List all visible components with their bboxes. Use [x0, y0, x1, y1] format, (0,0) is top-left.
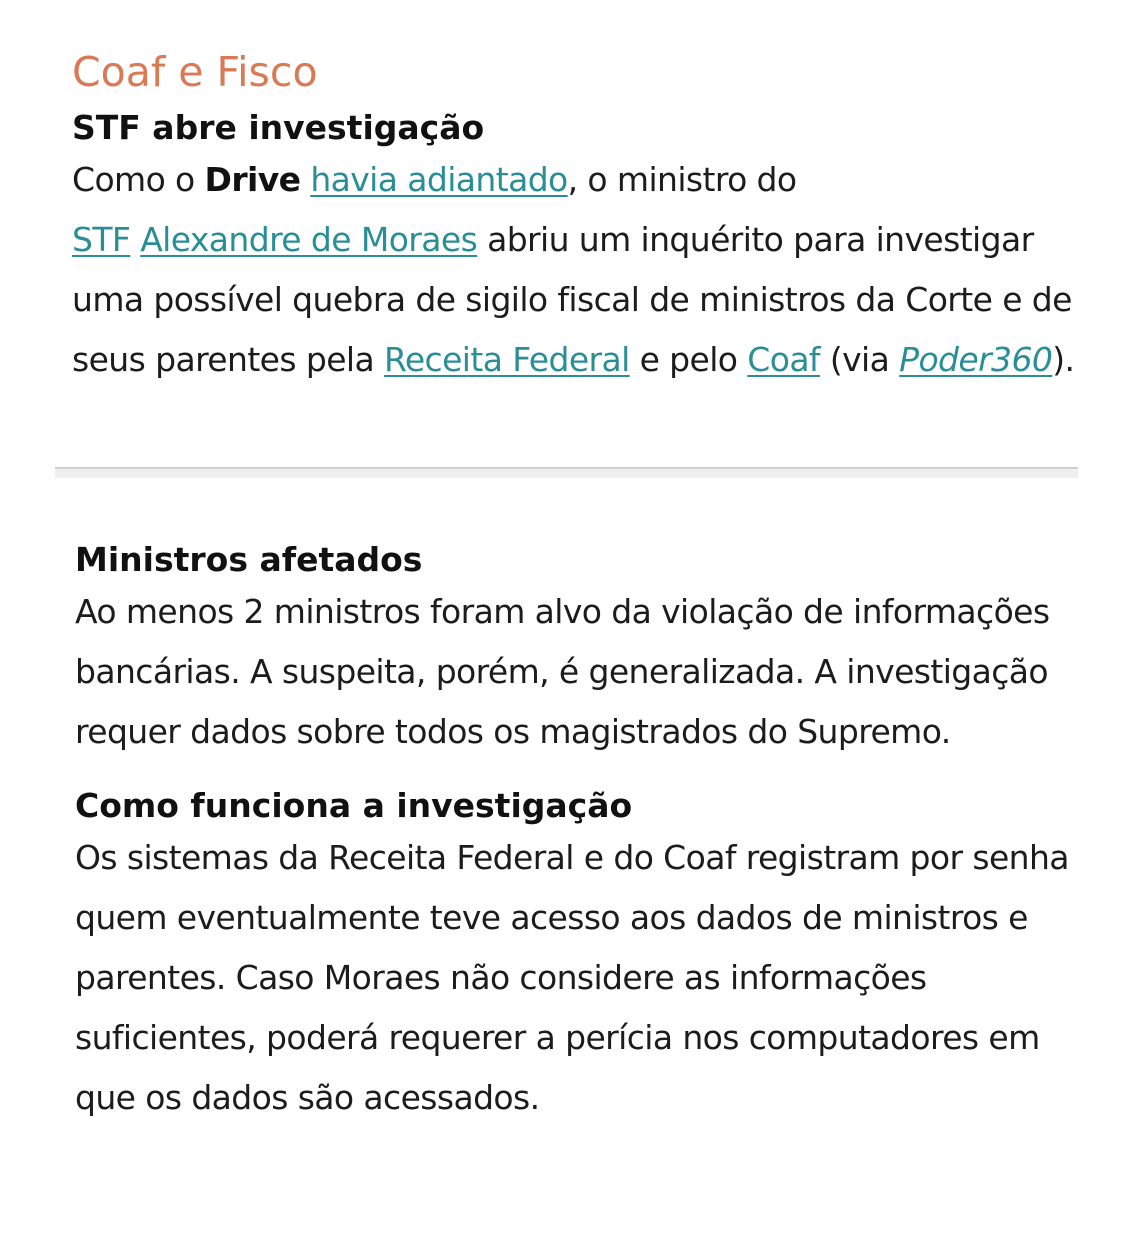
- story-text-1: Como o: [72, 160, 205, 199]
- section-label: Coaf e Fisco: [72, 48, 318, 96]
- story-paragraph: [72, 150, 1082, 390]
- lead-story: [72, 46, 1082, 390]
- section-gap: [75, 762, 1085, 784]
- divider: [55, 467, 1078, 478]
- story-text-2: , o ministro do: [567, 160, 797, 199]
- story-text-6: ).: [1052, 340, 1075, 379]
- link-coaf[interactable]: Coaf: [747, 340, 820, 379]
- section-ministros-afetados: [75, 538, 1085, 762]
- section-text: Os sistemas da Receita Federal e do Coaf registram por senha quem eventualmente teve acesso aos dados de ministros e parentes. Caso Moraes não considere as informações suficientes, poderá requerer a perícia nos computadores em que os dados são acessados.: [75, 838, 1069, 1117]
- link-receita-federal[interactable]: Receita Federal: [383, 340, 630, 379]
- story-text-4: e pelo: [629, 340, 748, 379]
- story-text-5: (via: [819, 340, 900, 379]
- story-space-1: [300, 160, 310, 199]
- section-heading: Ministros afetados: [75, 540, 423, 579]
- link-stf[interactable]: STF: [72, 220, 131, 259]
- story-space-2: [130, 220, 140, 259]
- link-havia-adiantado[interactable]: havia adiantado: [310, 160, 568, 199]
- section-como-funciona: [75, 784, 1085, 1128]
- story-heading: STF abre investigação: [72, 108, 485, 147]
- drive-label: Drive: [204, 160, 301, 199]
- story-text-3: abriu um inquérito para investigar uma possível quebra de sigilo fiscal de ministros da Corte e de seus parentes pela: [72, 220, 1072, 379]
- link-alexandre-de-moraes[interactable]: Alexandre de Moraes: [140, 220, 478, 259]
- section-heading: Como funciona a investigação: [75, 786, 633, 825]
- section-text: Ao menos 2 ministros foram alvo da violação de informações bancárias. A suspeita, porém, é generalizada. A investigação requer dados sobre todos os magistrados do Supremo.: [75, 592, 1050, 751]
- detail-sections: [75, 538, 1085, 1128]
- link-poder360[interactable]: Poder360: [899, 340, 1053, 379]
